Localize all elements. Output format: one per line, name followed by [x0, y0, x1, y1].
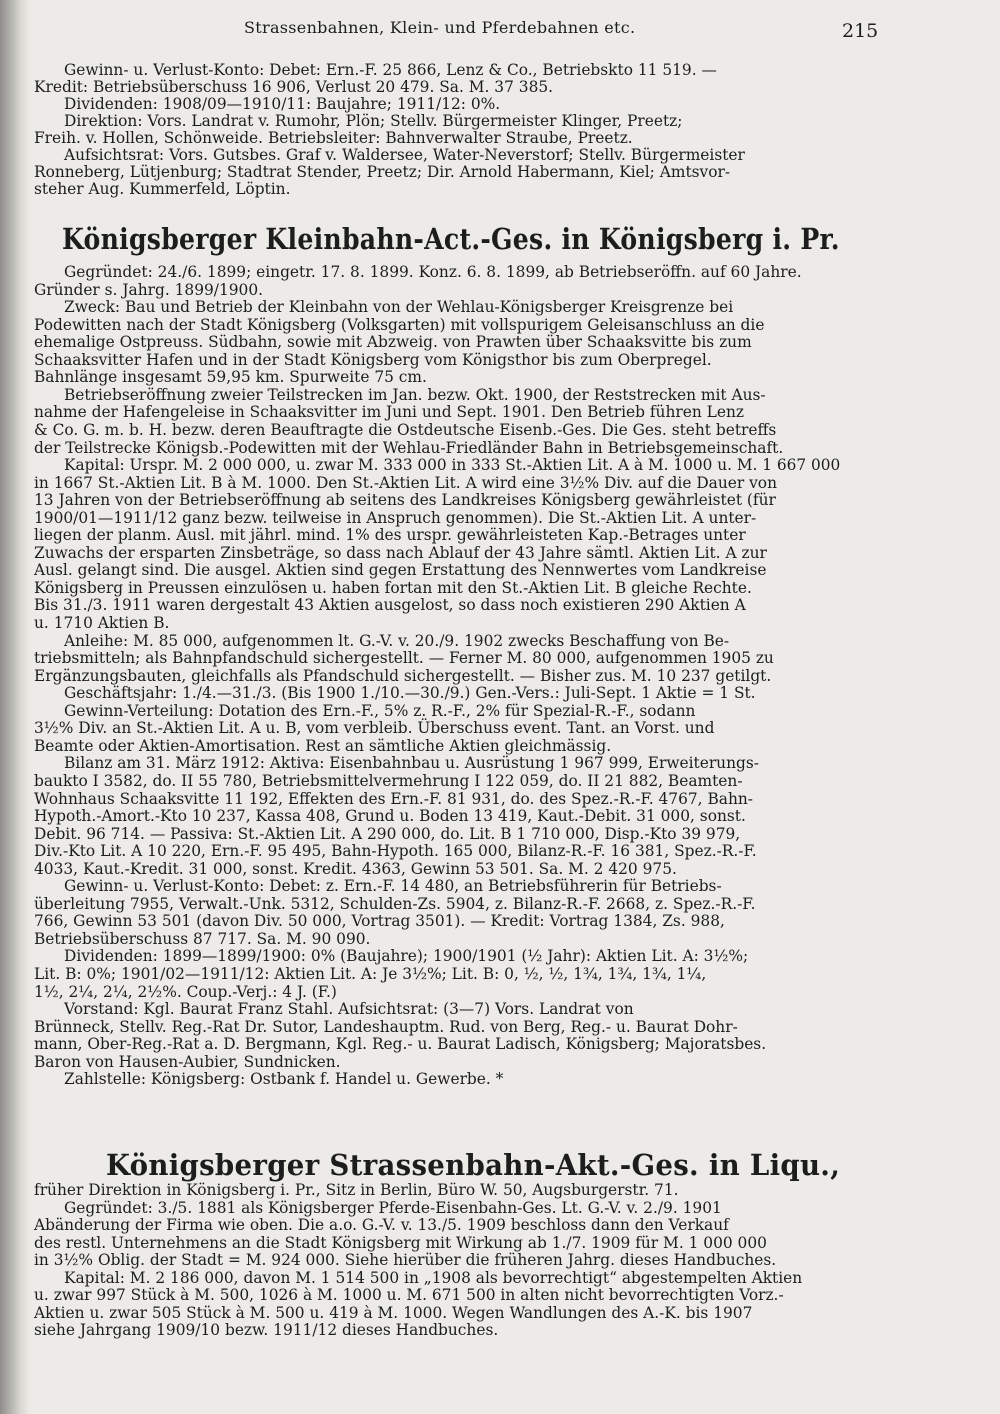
text-line: Aufsichtsrat: Vors. Gutsbes. Graf v. Waldersee, Water-Neverstorf; Stellv. Bürgermeister	[64, 146, 745, 164]
text-line: Betriebsüberschuss 87 717. Sa. M. 90 090.	[34, 929, 371, 948]
text-line: Ausl. gelangt sind. Die ausgel. Aktien sind gegen Erstattung des Nennwertes vom Landkreise	[34, 561, 767, 580]
text-line: Gewinn- u. Verlust-Konto: Debet: Ern.-F. 25 866, Lenz & Co., Betriebskto 11 519. —	[64, 61, 717, 79]
text-line: Baron von Hausen-Aubier, Sundnicken.	[34, 1052, 341, 1071]
section-heading-kleinbahn: Königsberger Kleinbahn-Act.-Ges. in Königsberg i. Pr.	[62, 222, 840, 256]
text-line: siehe Jahrgang 1909/10 bezw. 1911/12 dieses Handbuches.	[34, 1321, 499, 1339]
text-line: Zuwachs der ersparten Zinsbeträge, so dass nach Ablauf der 43 Jahre sämtl. Aktien Lit. A zur	[34, 543, 767, 562]
text-line: Anleihe: M. 85 000, aufgenommen lt. G.-V. v. 20./9. 1902 zwecks Beschaffung von Be-	[64, 631, 730, 650]
text-line: 4033, Kaut.-Kredit. 31 000, sonst. Kredit. 4363, Gewinn 53 501. Sa. M. 2 420 975.	[34, 859, 677, 878]
text-line: 1½, 2¼, 2¼, 2½%. Coup.-Verj.: 4 J. (F.)	[34, 982, 337, 1001]
text-line: 3½% Div. an St.-Aktien Lit. A u. B, vom verbleib. Überschuss event. Tant. an Vorst. und	[34, 719, 715, 738]
text-line: triebsmitteln; als Bahnpfandschuld sichergestellt. — Ferner M. 80 000, aufgenommen 1905 zu	[34, 649, 774, 668]
text-line: mann, Ober-Reg.-Rat a. D. Bergmann, Kgl. Reg.- u. Baurat Ladisch, Königsberg; Majoratsbes.	[34, 1035, 767, 1054]
text-line: Zahlstelle: Königsberg: Ostbank f. Handel u. Gewerbe. *	[64, 1070, 504, 1089]
text-line: liegen der planm. Ausl. mit jährl. mind. 1% des urspr. gewährleisteten Kap.-Betrages unter	[34, 526, 746, 545]
text-line: Div.-Kto Lit. A 10 220, Ern.-F. 95 495, Bahn-Hypoth. 165 000, Bilanz-R.-F. 16 381, Spez.-R.-F.	[34, 842, 757, 861]
text-line: Gewinn-Verteilung: Dotation des Ern.-F., 5% z. R.-F., 2% für Spezial-R.-F., sodann	[64, 701, 696, 720]
text-line: Königsberg in Preussen einzulösen u. haben fortan mit den St.-Aktien Lit. B gleiche Rechte.	[34, 578, 752, 597]
text-line: Zweck: Bau und Betrieb der Kleinbahn von der Wehlau-Königsberger Kreisgrenze bei	[64, 298, 734, 317]
text-line: 766, Gewinn 53 501 (davon Div. 50 000, Vortrag 3501). — Kredit: Vortrag 1384, Zs. 988,	[34, 912, 725, 931]
text-line: überleitung 7955, Verwalt.-Unk. 5312, Schulden-Zs. 5904, z. Bilanz-R.-F. 2668, z. Spez.-R.-F.	[34, 894, 756, 913]
text-line: 13 Jahren von der Betriebseröffnung ab seitens des Landkreises Königsberg gewährleistet (für	[34, 491, 776, 510]
text-line: Lit. B: 0%; 1901/02—1911/12: Aktien Lit. A: Je 3½%; Lit. B: 0, ½, ½, 1¾, 1¾, 1¾, 1¼,	[34, 965, 707, 983]
text-line: Bis 31./3. 1911 waren dergestalt 43 Aktien ausgelost, so dass noch existieren 290 Aktien A	[34, 596, 746, 615]
text-line: baukto I 3582, do. II 55 780, Betriebsmittelvermehrung I 122 059, do. II 21 882, Beamten-	[34, 771, 743, 790]
text-line: u. 1710 Aktien B.	[34, 614, 170, 632]
text-line: früher Direktion in Königsberg i. Pr., Sitz in Berlin, Büro W. 50, Augsburgerstr. 71.	[34, 1181, 679, 1199]
text-line: in 3½% Oblig. der Stadt = M. 924 000. Siehe hierüber die früheren Jahrg. dieses Handbuches.	[34, 1251, 777, 1269]
text-line: Dividenden: 1899—1899/1900: 0% (Baujahre); 1900/1901 (½ Jahr): Aktien Lit. A: 3½%;	[64, 947, 749, 966]
text-line: Kredit: Betriebsüberschuss 16 906, Verlust 20 479. Sa. M. 37 385.	[34, 78, 554, 96]
text-line: Gegründet: 3./5. 1881 als Königsberger Pferde-Eisenbahn-Ges. Lt. G.-V. v. 2./9. 1901	[64, 1198, 722, 1217]
text-line: Bilanz am 31. März 1912: Aktiva: Eisenbahnbau u. Ausrüstung 1 967 999, Erweiterungs-	[64, 754, 759, 773]
text-line: Direktion: Vors. Landrat v. Rumohr, Plön; Stellv. Bürgermeister Klinger, Preetz;	[64, 112, 683, 130]
text-line: Debit. 96 714. — Passiva: St.-Aktien Lit. A 290 000, do. Lit. B 1 710 000, Disp.-Kto 39 979,	[34, 824, 741, 843]
page-gutter-shadow	[0, 0, 30, 1414]
text-line: Vorstand: Kgl. Baurat Franz Stahl. Aufsichtsrat: (3—7) Vors. Landrat von	[64, 1000, 634, 1019]
text-line: Wohnhaus Schaaksvitte 11 192, Effekten des Ern.-F. 81 931, do. des Spez.-R.-F. 4767, Bahn-	[34, 789, 753, 808]
text-line: steher Aug. Kummerfeld, Löptin.	[34, 180, 291, 198]
text-line: 1900/01—1911/12 ganz bezw. teilweise in Anspruch genommen). Die St.-Aktien Lit. A unter-	[34, 508, 757, 527]
text-line: Ronneberg, Lütjenburg; Stadtrat Stender, Preetz; Dir. Arnold Habermann, Kiel; Amtsvor-	[34, 163, 731, 181]
text-line: des restl. Unternehmens an die Stadt Königsberg mit Wirkung ab 1./7. 1909 für M. 1 000 000	[34, 1233, 767, 1252]
page-number: 215	[842, 20, 879, 42]
text-line: Aktien u. zwar 505 Stück à M. 500 u. 419 à M. 1000. Wegen Wandlungen des A.-K. bis 1907	[34, 1303, 753, 1322]
text-line: Ergänzungsbauten, gleichfalls als Pfandschuld sichergestellt. — Bisher zus. M. 10 237 getilgt.	[34, 666, 772, 685]
text-line: ehemalige Ostpreuss. Südbahn, sowie mit Abzweig. von Prawten über Schaaksvitte bis zum	[34, 333, 752, 352]
text-line: Beamte oder Aktien-Amortisation. Rest an sämtliche Aktien gleichmässig.	[34, 736, 612, 755]
text-line: Kapital: M. 2 186 000, davon M. 1 514 500 in „1908 als bevorrechtigt“ abgestempelten Aktien	[64, 1268, 803, 1287]
text-line: Abänderung der Firma wie oben. Die a.o. G.-V. v. 13./5. 1909 beschloss dann den Verkauf	[34, 1216, 729, 1234]
text-line: Gründer s. Jahrg. 1899/1900.	[34, 280, 264, 299]
text-line: Hypoth.-Amort.-Kto 10 237, Kassa 408, Grund u. Boden 13 419, Kaut.-Debit. 31 000, sonst.	[34, 807, 746, 826]
text-line: Freih. v. Hollen, Schönweide. Betriebsleiter: Bahnverwalter Straube, Preetz.	[34, 129, 633, 147]
text-line: Gewinn- u. Verlust-Konto: Debet: z. Ern.-F. 14 480, an Betriebsführerin für Betriebs-	[64, 877, 722, 896]
text-line: in 1667 St.-Aktien Lit. B à M. 1000. Den St.-Aktien Lit. A wird eine 3½% Div. auf die Dauer von	[34, 473, 777, 492]
text-line: Dividenden: 1908/09—1910/11: Baujahre; 1911/12: 0%.	[64, 95, 501, 113]
section-heading-strassenbahn: Königsberger Strassenbahn-Akt.-Ges. in Liqu.,	[106, 1148, 841, 1182]
text-line: der Teilstrecke Königsb.-Podewitten mit der Wehlau-Friedländer Bahn in Betriebsgemeinschaft.	[34, 438, 784, 457]
running-title: Strassenbahnen, Klein- und Pferdebahnen etc.	[244, 18, 636, 37]
text-line: nahme der Hafengeleise in Schaaksvitter im Juni und Sept. 1901. Den Betrieb führen Lenz	[34, 403, 744, 422]
text-line: u. zwar 997 Stück à M. 500, 1026 à M. 1000 u. M. 671 500 in alten nicht bevorrechtigten Vorz.-	[34, 1286, 784, 1304]
text-column	[34, 0, 879, 1414]
text-line: Gegründet: 24./6. 1899; eingetr. 17. 8. 1899. Konz. 6. 8. 1899, ab Betriebseröffn. auf 60 Jahre.	[64, 263, 802, 281]
text-line: Geschäftsjahr: 1./4.—31./3. (Bis 1900 1./10.—30./9.) Gen.-Vers.: Juli-Sept. 1 Aktie = 1 St.	[64, 684, 756, 703]
text-line: Brünneck, Stellv. Reg.-Rat Dr. Sutor, Landeshauptm. Rud. von Berg, Reg.- u. Baurat Dohr-	[34, 1017, 738, 1036]
text-line: Podewitten nach der Stadt Königsberg (Volksgarten) mit vollspurigem Geleisanschluss an die	[34, 315, 765, 334]
text-line: Schaaksvitter Hafen und in der Stadt Königsberg vom Königsthor bis zum Oberpregel.	[34, 350, 712, 369]
text-line: Kapital: Urspr. M. 2 000 000, u. zwar M. 333 000 in 333 St.-Aktien Lit. A à M. 1000 u. M. 1 667 000	[64, 456, 841, 475]
text-line: Betriebseröffnung zweier Teilstrecken im Jan. bezw. Okt. 1900, der Reststrecken mit Aus-	[64, 385, 766, 404]
text-line: & Co. G. m. b. H. bezw. deren Beauftragte die Ostdeutsche Eisenb.-Ges. Die Ges. steht betreffs	[34, 420, 777, 439]
text-line: Bahnlänge insgesamt 59,95 km. Spurweite 75 cm.	[34, 368, 427, 387]
